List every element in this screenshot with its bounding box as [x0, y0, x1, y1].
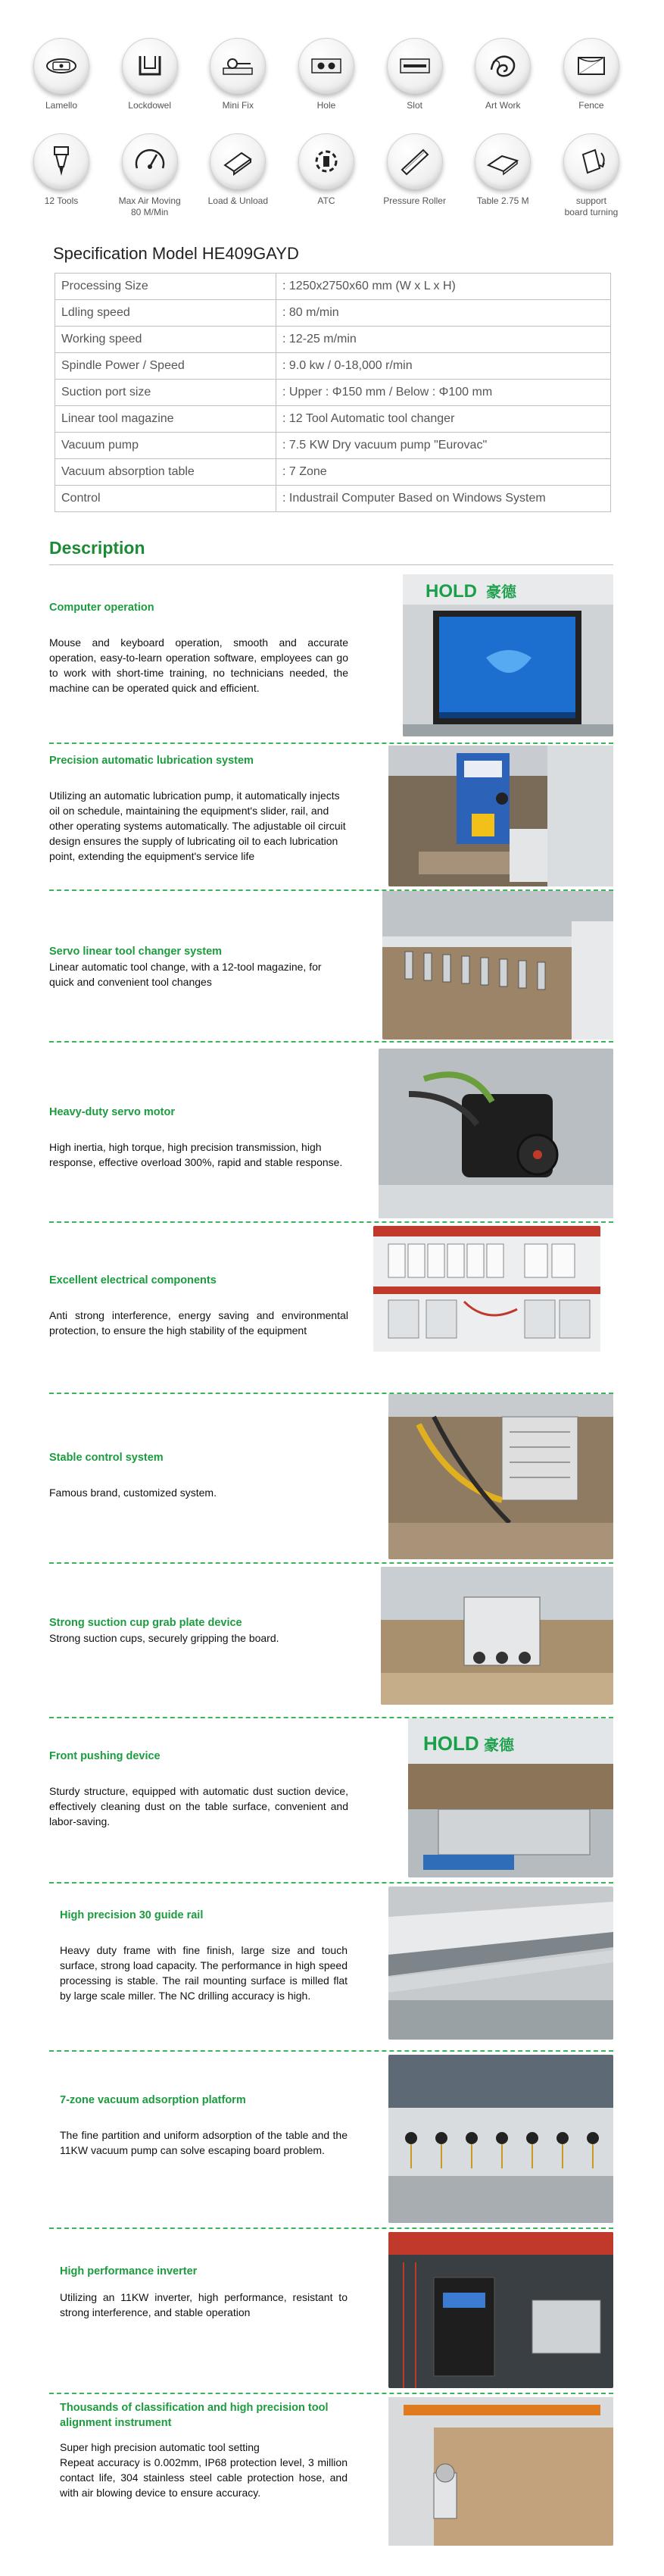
inverter-photo	[388, 2232, 613, 2388]
spec-value: : 80 m/min	[276, 300, 611, 327]
section-body: Anti strong interference, energy saving and environmental protection, to ensure the high stability of the equipment	[49, 1309, 348, 1336]
brand-logo-text: HOLD	[426, 581, 477, 602]
electrical-components-photo	[373, 1226, 600, 1352]
computer-operation-photo	[403, 574, 613, 736]
feature-label: support board turning	[564, 195, 619, 217]
section-body: The fine partition and uniform adsorption of the table and the 11KW vacuum pump can solve escaping board problem.	[60, 2129, 348, 2156]
spec-row	[55, 486, 611, 512]
fence-icon	[563, 38, 619, 94]
servo-motor-photo	[379, 1049, 613, 1218]
spec-key: Linear tool magazine	[55, 406, 276, 433]
feature-label: Art Work	[485, 100, 521, 111]
feature-label: Slot	[407, 100, 422, 111]
table-icon	[475, 133, 531, 189]
section-heading: Thousands of classification and high precision tool alignment instrument	[60, 2402, 329, 2429]
feature-label: Fence	[578, 100, 604, 111]
section-body: Linear automatic tool change, with a 12-tool magazine, for quick and convenient tool changes	[49, 961, 322, 988]
section-body: Utilizing an automatic lubrication pump, it automatically injects oil on schedule, maintaining the equipment's slider, rail, and other operating systems automatically. The adjustable oil circuit design ensures the supply of lubricating oil to each lubrication point, extending the equipment's service life	[49, 789, 346, 862]
section-heading: Heavy-duty servo motor	[49, 1106, 175, 1118]
section-inverter	[49, 2229, 613, 2394]
section-heading: Strong suction cup grab plate device	[49, 1617, 242, 1629]
spec-value: : 12-25 m/min	[276, 327, 611, 353]
feature-icons	[27, 38, 625, 229]
feature-12-tools	[27, 133, 95, 229]
section-suction-cup	[49, 1564, 613, 1718]
section-heading: High precision 30 guide rail	[60, 1909, 204, 1921]
spec-key: Control	[55, 486, 276, 512]
section-body: Utilizing an 11KW inverter, high performance, resistant to strong interference, and stable operation	[60, 2291, 348, 2318]
section-body: Heavy duty frame with fine finish, large size and touch surface, strong load capacity. The performance in high speed processing is stable. The rail mounting surface is milled flat by large scale miller. The NC drilling accuracy is high.	[60, 1944, 348, 2002]
feature-art-work	[469, 38, 537, 133]
feature-label: Lamello	[45, 100, 78, 111]
feature-icons-row-1	[27, 38, 625, 133]
spec-key: Ldling speed	[55, 300, 276, 327]
feature-icons-row-2	[27, 133, 625, 229]
atc-icon	[298, 133, 354, 189]
feature-air-moving	[116, 133, 184, 229]
section-body: High inertia, high torque, high precision transmission, high response, effective overload 300%, rapid and stable response.	[49, 1141, 343, 1168]
section-body: Super high precision automatic tool setting Repeat accuracy is 0.002mm, IP68 protection level, 3 million contact life, 304 stainless steel cable protection hose, and with air blowing device to ensure accuracy.	[60, 2441, 348, 2499]
hole-icon	[298, 38, 354, 94]
section-heading: Precision automatic lubrication system	[49, 755, 254, 767]
suction-cup-photo	[381, 1567, 613, 1705]
speed-gauge-icon	[122, 133, 178, 189]
spec-row	[55, 433, 611, 459]
section-servo-motor	[49, 1043, 613, 1223]
feature-fence	[557, 38, 625, 133]
section-guide-rail	[49, 1884, 613, 2052]
section-heading: Computer operation	[49, 602, 154, 614]
spec-value: : Industrail Computer Based on Windows System	[276, 486, 611, 512]
feature-label: Hole	[316, 100, 336, 111]
section-heading: Excellent electrical components	[49, 1274, 217, 1286]
spec-row	[55, 380, 611, 406]
feature-label: Table 2.75 M	[476, 195, 529, 206]
feature-label: Lockdowel	[128, 100, 171, 111]
spec-key: Spindle Power / Speed	[55, 353, 276, 380]
pressure-roller-icon	[387, 133, 443, 189]
spec-row	[55, 406, 611, 433]
section-tool-alignment	[49, 2394, 613, 2553]
section-heading: Stable control system	[49, 1452, 164, 1464]
control-system-photo	[388, 1394, 613, 1559]
spec-row	[55, 300, 611, 327]
spec-key: Suction port size	[55, 380, 276, 406]
feature-label: 12 Tools	[44, 195, 79, 206]
section-heading: Servo linear tool changer system	[49, 946, 223, 958]
feature-label: Pressure Roller	[383, 195, 446, 206]
feature-board-turning	[557, 133, 625, 229]
section-heading: 7-zone vacuum adsorption platform	[60, 2094, 246, 2106]
section-electrical-components	[49, 1223, 613, 1394]
spec-key: Working speed	[55, 327, 276, 353]
spec-row	[55, 459, 611, 486]
specification-table	[55, 273, 611, 512]
art-work-icon	[475, 38, 531, 94]
section-lubrication	[49, 744, 613, 891]
section-body: Strong suction cups, securely gripping the board.	[49, 1632, 279, 1644]
section-body: Mouse and keyboard operation, smooth and accurate operation, easy-to-learn operation software, employees can go to work with short-time training, no technicians needed, the machine can be operated quick and efficient.	[49, 636, 348, 694]
spec-row	[55, 274, 611, 300]
section-body: Sturdy structure, equipped with automatic dust suction device, effectively cleaning dust on the table surface, convenient and labor-saving.	[49, 1785, 348, 1827]
feature-lockdowel	[116, 38, 184, 133]
section-front-pushing	[49, 1718, 613, 1884]
spec-value: : 7.5 KW Dry vacuum pump "Eurovac"	[276, 433, 611, 459]
spec-value: : 12 Tool Automatic tool changer	[276, 406, 611, 433]
feature-label: ATC	[317, 195, 335, 206]
feature-label: Load & Unload	[207, 195, 269, 206]
mini-fix-icon	[210, 38, 266, 94]
feature-label: Mini Fix	[222, 100, 254, 111]
feature-pressure-roller	[381, 133, 449, 229]
lockdowel-icon	[122, 38, 178, 94]
description-divider	[49, 564, 613, 565]
section-control-system	[49, 1394, 613, 1564]
spec-value: : 7 Zone	[276, 459, 611, 486]
feature-lamello	[27, 38, 95, 133]
spec-row	[55, 353, 611, 380]
board-turning-icon	[563, 133, 619, 189]
specification-title: Specification Model HE409GAYD	[53, 244, 299, 263]
section-computer-operation	[49, 568, 613, 744]
spec-key: Vacuum pump	[55, 433, 276, 459]
tools-icon	[33, 133, 89, 189]
spec-key: Processing Size	[55, 274, 276, 300]
section-heading: High performance inverter	[60, 2265, 198, 2277]
feature-hole	[292, 38, 360, 133]
feature-label: Max Air Moving 80 M/Min	[118, 195, 181, 217]
tool-alignment-photo	[388, 2397, 613, 2546]
vacuum-platform-photo	[388, 2055, 613, 2223]
section-body: Famous brand, customized system.	[49, 1487, 217, 1499]
spec-value: : 9.0 kw / 0-18,000 r/min	[276, 353, 611, 380]
feature-table	[469, 133, 537, 229]
brand-logo-cn: 豪德	[486, 583, 516, 601]
feature-slot	[381, 38, 449, 133]
section-heading: Front pushing device	[49, 1750, 161, 1762]
description-title: Description	[49, 538, 145, 558]
section-vacuum-platform	[49, 2052, 613, 2229]
feature-mini-fix	[204, 38, 272, 133]
brand-logo-text: HOLD	[423, 1732, 479, 1755]
feature-atc	[292, 133, 360, 229]
front-pushing-photo	[408, 1718, 613, 1877]
spec-key: Vacuum absorption table	[55, 459, 276, 486]
guide-rail-photo	[388, 1887, 613, 2040]
section-tool-changer	[49, 891, 613, 1043]
lamello-icon	[33, 38, 89, 94]
lubrication-system-photo	[388, 746, 613, 886]
load-unload-icon	[210, 133, 266, 189]
spec-value: : Upper : Φ150 mm / Below : Φ100 mm	[276, 380, 611, 406]
feature-load-unload	[204, 133, 272, 229]
tool-changer-photo	[382, 891, 613, 1039]
brand-logo-cn: 豪德	[484, 1736, 514, 1754]
spec-value: : 1250x2750x60 mm (W x L x H)	[276, 274, 611, 300]
spec-row	[55, 327, 611, 353]
slot-icon	[387, 38, 443, 94]
